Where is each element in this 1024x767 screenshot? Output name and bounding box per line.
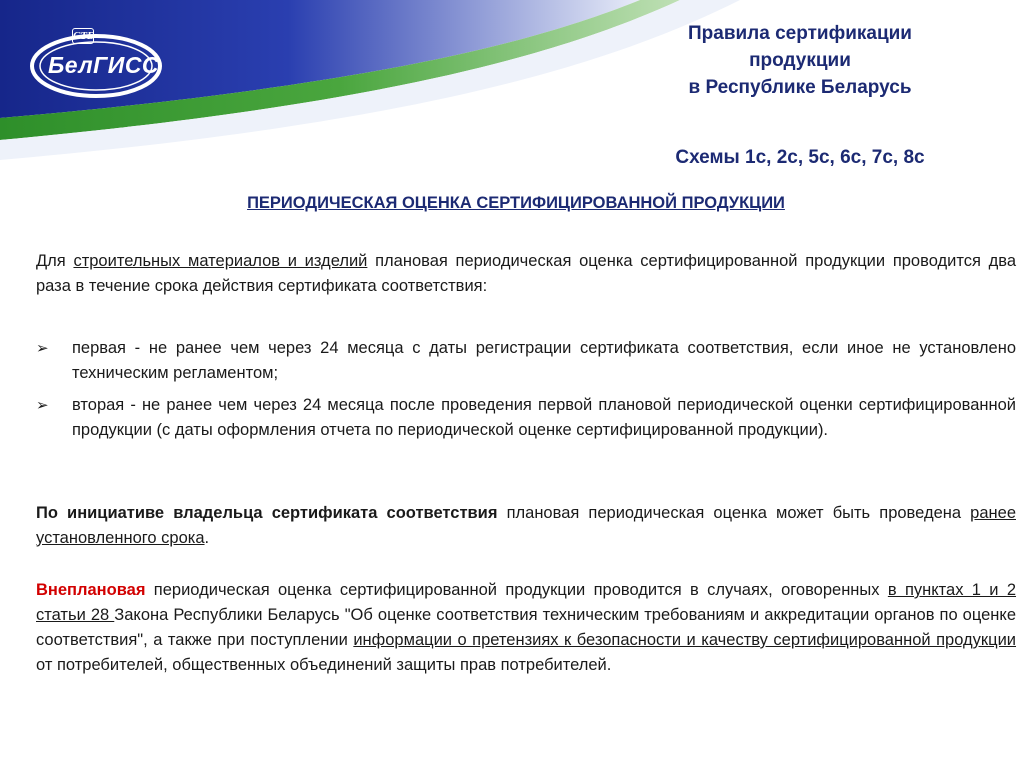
claims-information-link[interactable]: информации о претензиях к безопасности и качеству сертифицированной продукции xyxy=(353,631,1017,649)
belgiss-logo xyxy=(26,22,166,104)
earlier-term-link[interactable]: ранее установленного срока xyxy=(36,504,1016,547)
article-28-link[interactable]: в пунктах 1 и 2 статьи 28 xyxy=(36,581,1017,624)
initiative-text: плановая периодическая оценка может быть проведена xyxy=(497,504,971,522)
title-line: продукции xyxy=(749,50,851,71)
list-item-text: первая - не ранее чем через 24 месяца с даты регистрации сертификата соответствия, если иное не установлено техническим регламентом; xyxy=(72,339,1016,382)
logo-text: БелГИСС xyxy=(48,52,160,78)
unplanned-label: Внеплановая xyxy=(36,581,146,599)
list-item-text: вторая - не ранее чем через 24 месяца после проведения первой плановой периодической оценки сертифицированной продукции (с даты оформления отчета по периодической оценке сертифицированной продукции). xyxy=(72,396,1016,439)
title-line: Правила сертификации xyxy=(687,23,912,44)
consumers-text: от потребителей, общественных объединений защиты прав потребителей. xyxy=(36,656,612,674)
unplanned-text: периодическая оценка сертифицированной продукции проводится в случаях, оговоренных xyxy=(145,581,888,599)
arrow-bullet-icon: ➢ xyxy=(36,396,49,414)
intro-text-end: плановая периодическая оценка сертифицированной продукции проводится два раза в течение срока действия сертификата соответствия: xyxy=(36,252,1016,295)
presentation-title xyxy=(600,20,1000,101)
section-heading xyxy=(36,194,996,213)
arrow-bullet-icon: ➢ xyxy=(36,339,49,357)
initiative-paragraph xyxy=(36,501,1016,551)
initiative-bold: По инициативе владельца сертификата соответствия xyxy=(36,504,498,522)
logo-badge: СТБ xyxy=(73,30,95,42)
law-text: Закона Республики Беларусь "Об оценке соответствия техническим требованиям и аккредитации органов по оценке соответствия", а также при поступлении xyxy=(36,606,1016,649)
list-item xyxy=(36,393,1016,443)
title-line: в Республике Беларусь xyxy=(688,77,912,98)
intro-paragraph xyxy=(36,249,1016,299)
bullet-list xyxy=(36,336,1016,443)
intro-text-start: Для xyxy=(36,252,74,270)
section-heading-text: ПЕРИОДИЧЕСКАЯ ОЦЕНКА СЕРТИФИЦИРОВАННОЙ ПРОДУКЦИИ xyxy=(247,194,785,212)
list-item xyxy=(36,336,1016,386)
construction-materials-link[interactable]: строительных материалов и изделий xyxy=(73,252,368,270)
initiative-end: . xyxy=(204,529,210,547)
unplanned-paragraph xyxy=(36,578,1016,678)
schemes-subtitle: Схемы 1с, 2с, 5с, 6с, 7с, 8с xyxy=(675,147,925,168)
